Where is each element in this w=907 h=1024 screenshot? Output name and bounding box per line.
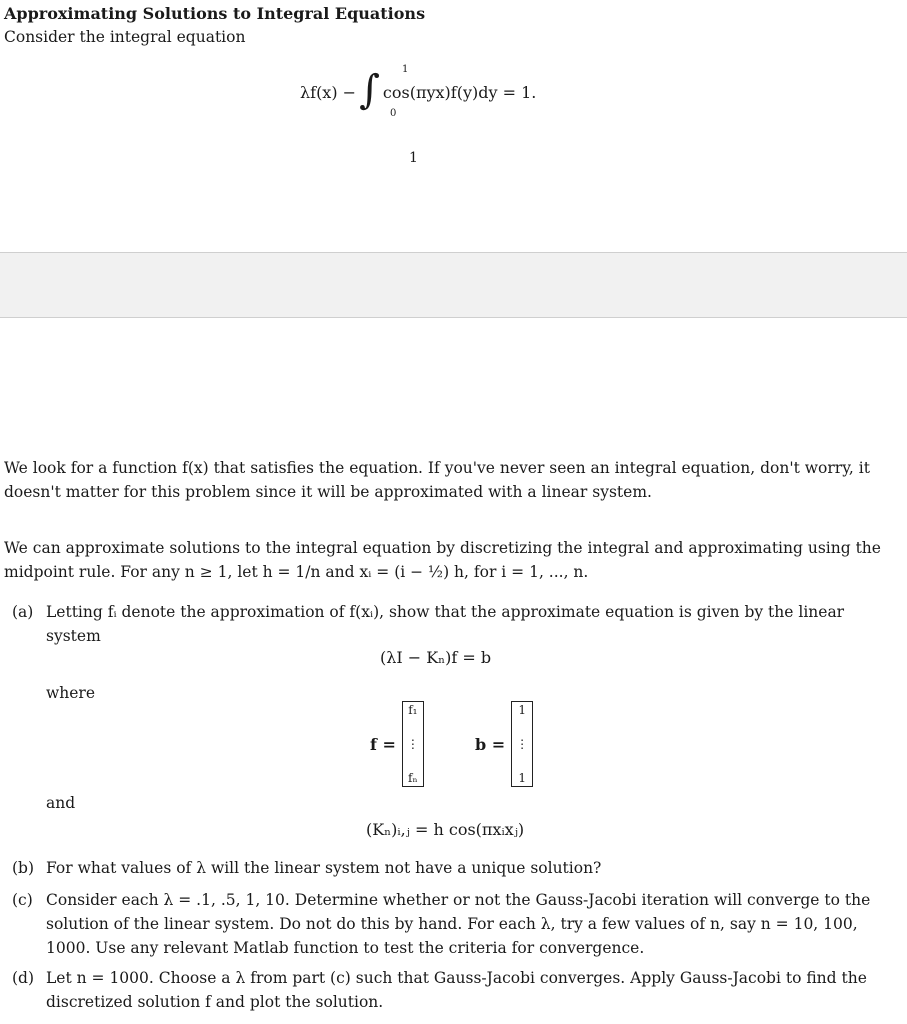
vector-f-dots: ⋮ [406, 737, 419, 751]
vector-b-bottom: 1 [518, 771, 526, 785]
vector-f-bracket [402, 701, 424, 787]
intro-text: Consider the integral equation [4, 28, 246, 46]
integral-lower-limit: 0 [390, 108, 397, 119]
vector-b-name: b = [475, 734, 506, 754]
item-d-label: (d) [12, 969, 35, 987]
item-d [12, 966, 882, 1014]
vector-b-bracket [511, 701, 533, 787]
item-c [12, 888, 882, 960]
where-label: where [46, 684, 96, 702]
linear-system-equation: (λI − Kₙ)f = b [380, 648, 492, 667]
item-a [12, 600, 882, 648]
paragraph-function: We look for a function f(x) that satisfies the equation. If you've never seen an integral equation, don't worry, it doesn't matter for this problem since it will be approximated with a linear system. [4, 459, 870, 501]
item-b-label: (b) [12, 859, 35, 877]
equation-lhs: λf(x) − [300, 82, 357, 102]
item-a-label: (a) [12, 603, 34, 621]
item-a-text: Letting fᵢ denote the approximation of f(xᵢ), show that the approximate equation is given by the linear system [46, 603, 845, 645]
page-number: 1 [409, 150, 418, 166]
problem-title: Approximating Solutions to Integral Equations [4, 4, 426, 23]
item-b-text: For what values of λ will the linear system not have a unique solution? [46, 859, 602, 877]
and-label: and [46, 794, 76, 812]
integral-equation [300, 67, 537, 113]
integral-sign: ∫ [359, 67, 380, 113]
vector-f-top: f₁ [408, 703, 418, 717]
vector-f-name: f = [370, 734, 396, 754]
integral-upper-limit: 1 [402, 64, 409, 75]
kernel-matrix-equation: (Kₙ)ᵢ,ⱼ = h cos(πxᵢxⱼ) [366, 820, 525, 839]
vector-b-dots: ⋮ [516, 737, 529, 751]
paragraph-discretization: We can approximate solutions to the integral equation by discretizing the integral and approximating using the midpoint rule. For any n ≥ 1, let h = 1/n and xᵢ = (i − ½) h, for i = 1, ..., n. [4, 539, 881, 581]
item-d-text: Let n = 1000. Choose a λ from part (c) such that Gauss-Jacobi converges. Apply Gauss-Jacobi to find the discretized solution f and plot the solution. [46, 969, 867, 1011]
item-c-text: Consider each λ = .1, .5, 1, 10. Determine whether or not the Gauss-Jacobi iteration will converge to the solution of the linear system. Do not do this by hand. For each λ, try a few values of n, say n = 10, 100, 1000. Use any relevant Matlab function to test the criteria for convergence. [46, 891, 871, 957]
equation-integrand: cos(πyx)f(y)dy = 1. [382, 82, 537, 102]
vector-f [370, 701, 424, 787]
vector-b [475, 701, 533, 787]
vector-f-bottom: fₙ [408, 771, 418, 785]
vector-b-top: 1 [518, 703, 526, 717]
item-c-label: (c) [12, 891, 33, 909]
item-b [12, 856, 882, 880]
page-break-band [0, 252, 907, 318]
